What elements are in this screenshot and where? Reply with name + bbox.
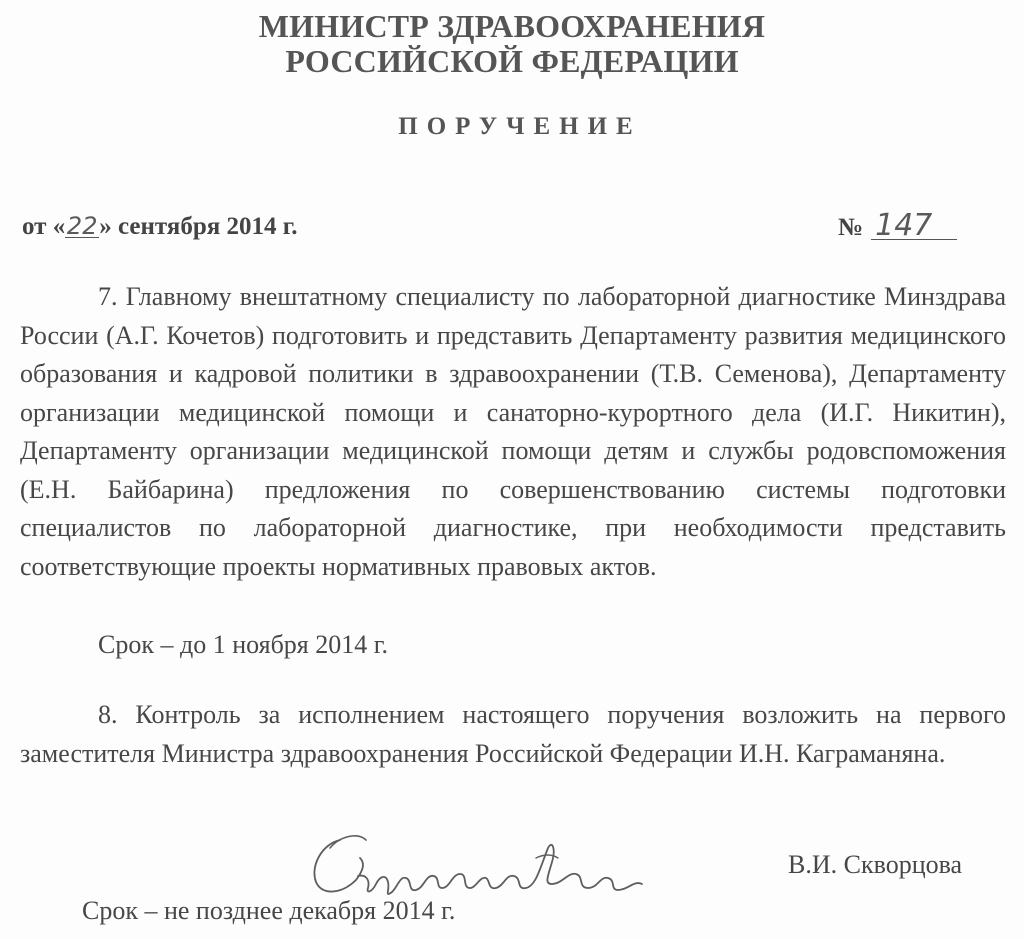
number-label: №: [838, 214, 864, 241]
final-deadline: Срок – не позднее декабря 2014 г.: [82, 896, 456, 925]
date-day-handwritten: 22: [66, 212, 98, 240]
number-value-handwritten: 147: [871, 213, 957, 240]
item-7-paragraph: 7. Главному внештатному специалисту по лабораторной диагностике Минздрава России (А.Г. Кочетов) подготовить и представить Департаменту развития медицинского образования и кадровой политики в здравоохранении (Т.В. Семенова), Департаменту организации медицинской помощи и санаторно-курортного дела (И.Г. Никитин), Департаменту организации медицинской помощи детям и службы родовспоможения (Е.Н. Байбарина) предложения по совершенствованию системы подготовки специалистов по лабораторной диагностике, при необходимости представить соответствующие проекты нормативных правовых актов.: [20, 282, 1006, 581]
date-prefix: от «: [22, 213, 66, 240]
signer-name: В.И. Скворцова: [788, 850, 963, 879]
document-date: [22, 213, 298, 241]
header-title-line1: МИНИСТР ЗДРАВООХРАНЕНИЯ: [258, 8, 766, 44]
header-title-line2: РОССИЙСКОЙ ФЕДЕРАЦИИ: [285, 43, 739, 79]
document-type-title: ПОРУЧЕНИЕ: [398, 113, 642, 140]
item-8-paragraph: 8. Контроль за исполнением настоящего поручения возложить на первого заместителя Министра здравоохранения Российской Федерации И.Н. Каграманяна.: [20, 700, 1006, 768]
item-7-deadline: Срок – до 1 ноября 2014 г.: [98, 630, 388, 659]
date-suffix: » сентября 2014 г.: [99, 213, 298, 240]
document-number: [838, 208, 957, 243]
